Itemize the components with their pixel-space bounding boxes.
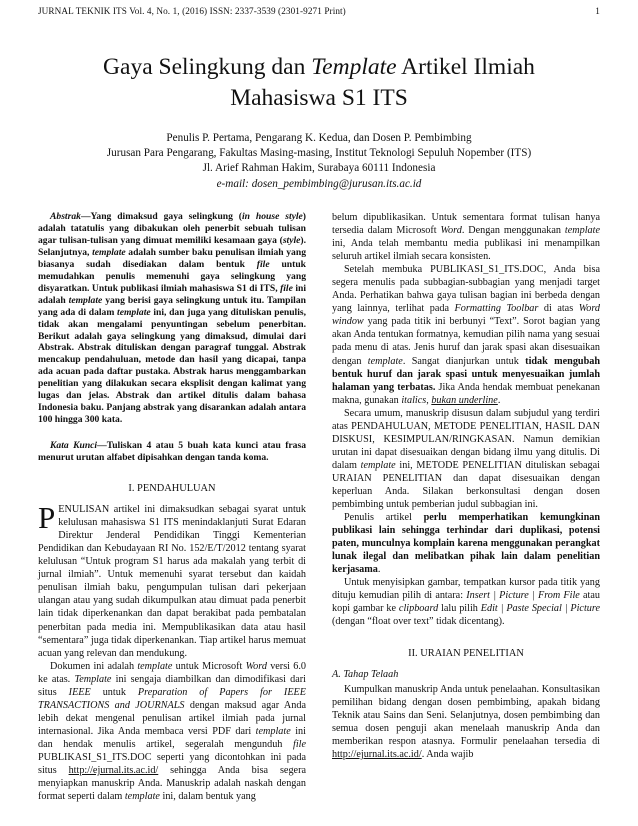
title-line-1: Gaya Selingkung dan Template Artikel Ilmiah [103, 54, 535, 80]
body-paragraph-structure: Secara umum, manuskrip disusun dalam subjudul yang terdiri atas PENDAHULUAN, METODE PENELITIAN, HASIL DAN DISKUSI, KESIMPULAN/RINGKASAN. Namun demikian urutan ini dapat disesuaikan dengan bidang ilmu yang ditulis. Di dalam template ini, METODE PENELITIAN dituliskan sebagai URAIAN PENELITIAN dan dapat disesuaikan dengan keperluan Anda. Silakan berkonsultasi dengan dosen pembimbing untuk pemberian judul subbagian ini. [332, 407, 600, 511]
address: Jl. Arief Rahman Hakim, Surabaya 60111 Indonesia [202, 162, 436, 175]
running-header [38, 6, 600, 16]
ejurnal-link-2[interactable]: http://ejurnal.its.ac.id/ [332, 748, 422, 760]
body-paragraph-formatting: Setelah membuka PUBLIKASI_S1_ITS.DOC, Anda bisa segera menulis pada subbagian-subbagian yang menjadi target Anda. Perhatikan bahwa gaya tulisan bagian ini berbeda dengan yang lainnya, terlihat pada Formatting Toolbar di atas Word window yang pada titik ini berbunyi “Text”. Sorot bagian yang akan Anda tentukan formatnya, kemudian pilih nama yang sesuai pada menu di atas. Jenis huruf dan jarak spasi akan disesuaikan dengan template. Sangat dianjurkan untuk tidak mengubah bentuk huruf dan jarak spasi untuk menyesuaikan jumlah halaman yang terbatas. Jika Anda hendak membuat penekanan makna, gunakan italics, bukan underline. [332, 264, 601, 406]
page-number: 1 [595, 6, 600, 16]
section-heading-uraian: II. URAIAN PENELITIAN [408, 647, 524, 659]
intro-paragraph-2: Dokumen ini adalah template untuk Microsoft Word versi 6.0 ke atas. Template ini sengaja diambilkan dan dimodifikasi dari situs IEEE untuk Preparation of Papers for IEEE TRANSACTIONS and JOURNALS dengan maksud agar Anda lebih dekat mengenal penulisan artikel ilmiah pada jurnal internasional. Jika Anda membaca versi PDF dari template ini dan hendak menulis artikel, segeralah mengunduh file PUBLIKASI_S1_ITS.DOC seperti yang dicontohkan ini pada situs http://ejurnal.its.ac.id/ sehingga Anda bisa segera menyiapkan manuskrip Anda. Manuskrip adalah naskah dengan format seperti dalam template ini, dalam bentuk yang [38, 660, 306, 803]
right-column [332, 211, 600, 761]
author-names: Penulis P. Pertama, Pengarang K. Kedua, dan Dosen P. Pembimbing [166, 132, 472, 144]
section-heading-introduction: I. PENDAHULUAN [128, 483, 216, 495]
keywords: Kata Kunci—Tuliskan 4 atau 5 buah kata kunci atau frasa menurut urutan alfabet dipisahkan dengan tanda koma. [38, 440, 306, 464]
author-block [0, 131, 638, 192]
ejurnal-link[interactable]: http://ejurnal.its.ac.id/ [68, 765, 159, 777]
left-column [38, 211, 306, 803]
affiliation: Jurusan Para Pengarang, Fakultas Masing-masing, Institut Teknologi Sepuluh Nopember (ITS) [106, 147, 532, 160]
body-paragraph-images: Untuk menyisipkan gambar, tempatkan kursor pada titik yang dituju kemudian pilih di antara: Insert | Picture | From File atau kopi gambar ke clipboard lalu pilih Edit | Paste Special | Picture (dengan “float over text” tidak dicentang). [332, 577, 601, 628]
body-paragraph-continued: belum dipublikasikan. Untuk sementara format tulisan hanya tersedia dalam Microsoft Word. Dengan menggunakan template ini, Anda telah membantu media publikasi ini menampilkan seluruh artikel ilmiah secara konsisten. [332, 212, 601, 263]
body-paragraph-review: Kumpulkan manuskrip Anda untuk penelaahan. Konsultasikan pemilihan bidang dengan dosen pembimbing, apakah bidang Teknik atau Sains dan Seni. Selanjutnya, dosen pembimbing dan semua dosen penguji akan menelaah manuskrip Anda dan memberikan respon atasnya. Formulir penelaahan tersedia di http://ejurnal.its.ac.id/. Anda wajib [332, 683, 600, 760]
title-line-2: Mahasiswa S1 ITS [230, 85, 408, 111]
journal-info: JURNAL TEKNIK ITS Vol. 4, No. 1, (2016) ISSN: 2337-3539 (2301-9271 Print) [38, 6, 346, 16]
drop-cap: P [38, 500, 56, 536]
paper-title [0, 52, 638, 114]
email: e-mail: dosen_pembimbing@jurusan.its.ac.id [216, 177, 422, 190]
intro-paragraph-1: PENULISAN artikel ini dimaksudkan sebagai syarat untuk kelulusan mahasiswa S1 ITS menindaklanjuti Surat Edaran Direktur Jenderal Pendidikan Tinggi Kementerian Pendidikan dan Kebudayaan RI No. 152/E/T/2012 tentang syarat kelulusan “Untuk program S1 harus ada makalah yang terbit di jurnal ilmiah”. Untuk memenuhi syarat tersebut dan kaidah penulisan ilmiah baku, pengumpulan tulisan dari pekerjaan ulangan atau yang sudah dikumpulkan atau dimuat pada penerbit lain tidak diperkenankan dan dapat berakibat pada pembatalan penerbitan pada media ini. Mempublikasikan data atau hasil “sementara” juga tidak diperkenankan. Tiap artikel harus memuat acuan yang relevan dan mendukung. [38, 500, 306, 659]
abstract: Abstrak—Yang dimaksud gaya selingkung (in house style) adalah tatatulis yang dibakukan oleh penerbit sebuah tulisan agar tulisan-tulisan yang dimuat memiliki kesamaan gaya (style). Selanjutnya, template adalah sumber baku penulisan ilmiah yang biasanya sudah disediakan dalam bentuk file untuk memudahkan penulis memenuhi gaya selingkung yang disyaratkan. Untuk publikasi ilmiah mahasiswa S1 di ITS, file ini adalah template yang berisi gaya selingkung untuk itu. Tampilan yang ada di dalam template ini, dan juga yang dituliskan penulis, tidak akan mengalami penyuntingan sebelum penerbitan. Berikut adalah gaya selingkung yang dimaksud, dimulai dari Abstrak. Abstrak dituliskan dengan paragraf tunggal. Abstrak mencakup pendahuluan, metode dan hasil yang dicapai, tanpa ada acuan pada daftar pustaka. Abstrak harus menggambarkan penelitian yang dilakukan secara eksplisit dengan kalimat yang lugas dan jelas. Abstrak dan artikel ditulis dalam bahasa Indonesia baku. Panjang abstrak yang disarankan adalah antara 100 hingga 300 kata. [38, 211, 307, 426]
body-paragraph-publication: Penulis artikel perlu memperhatikan kemungkinan publikasi lain sehingga terhindar dari duplikasi, potensi paten, munculnya komplain karena menggunakan perangkat lunak ilegal dan melibatkan pihak lain dalam penelitian kerjasama. [332, 512, 600, 576]
subsection-heading-telaah: A. Tahap Telaah [332, 668, 399, 680]
